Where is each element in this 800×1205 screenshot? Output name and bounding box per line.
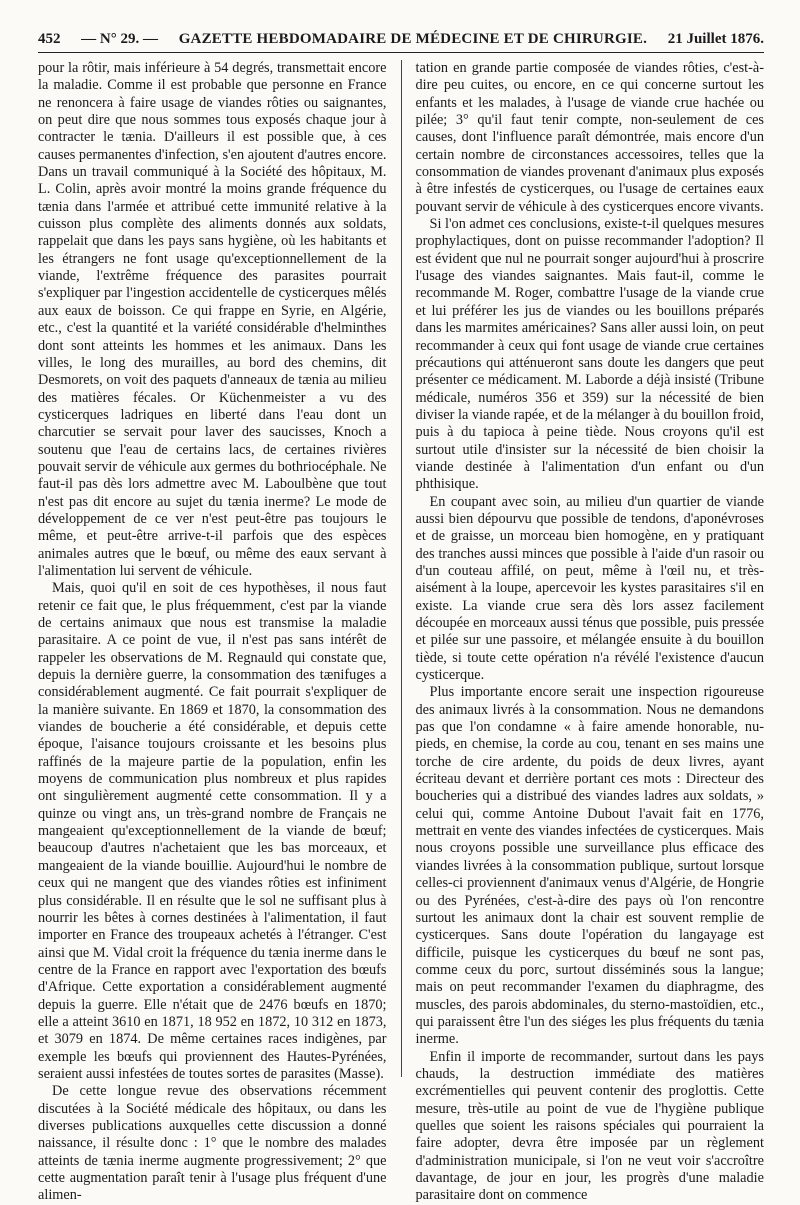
right-column: [401, 60, 765, 1204]
paragraph: De cette longue revue des observations récemment discutées à la Société médicale des hôpitaux, ou dans les diverses publications auxquelles cette discussion a donné naissance, il résulte donc : 1° que le nombre des malades atteints de tænia inerme augmente progressivement; 2° que cette augmentation paraît tenir à l'usage plus fréquent d'une alimen-: [38, 1083, 387, 1204]
left-column: [38, 60, 401, 1204]
paragraph: En coupant avec soin, au milieu d'un quartier de viande aussi bien dépourvu que possible de tendons, d'aponévroses et de graisse, un morceau bien homogène, en y pratiquant des tranches aussi minces que possible à l'aide d'un rasoir ou d'un couteau affilé, on peut, même à l'œil nu, et très-aisément à la loupe, apercevoir les kystes parasitaires s'il en existe. La viande crue sera dès lors assez facilement découpée en morceaux aussi ténus que possible, puis pressée et pilée sur une passoire, et mélangée ensuite à du bouillon tiède, si toute cette opération n'a révélé l'existence d'aucun cysticerque.: [415, 493, 764, 684]
paragraph: tation en grande partie composée de viandes rôties, c'est-à-dire peu cuites, ou encore, en ce qui concerne surtout les enfants et les malades, à l'usage de viande crue hachée ou pilée; 3° qu'il faut tenir compte, non-seulement de ces causes, dont l'influence paraît démontrée, mais encore d'un certain nombre de circonstances accessoires, telles que la consommation de viandes provenant d'animaux plus exposés à être infestés de cysticerques, ou l'usage de certaines eaux pouvant servir de véhicule à des cysticerques encore vivants.: [415, 60, 764, 215]
journal-title: GAZETTE HEBDOMADAIRE DE MÉDECINE ET DE CHIRURGIE.: [178, 30, 648, 47]
paragraph: pour la rôtir, mais inférieure à 54 degrés, transmettait encore la maladie. Comme il est probable que personne en France ne renoncera à faire usage de viandes rôties ou saignantes, on peut dire que nous sommes tous exposés chaque jour à contracter le tænia. D'ailleurs il est possible que, à ces causes permanentes d'infection, s'en ajoutent d'autres encore. Dans un travail communiqué à la Société des hôpitaux, M. L. Colin, après avoir montré la moins grande fréquence du tænia dans l'armée et attribué cette immunité relative à la cuisson plus complète des aliments donnés aux soldats, rappelait que dans les pays sans hygiène, où les habitants et les étrangers ne font usage qu'exceptionnellement de la viande, l'extrême fréquence des parasites pourrait s'expliquer par l'ingestion accidentelle de cysticerques mêlés aux eaux de boisson. Ce qui frappe en Syrie, en Algérie, etc., c'est la quantité et la variété considérable d'helminthes dont sont atteints les hommes et les animaux. Dans les villes, le long des murailles, au bord des chemins, dit Desmorets, on voit des paquets d'anneaux de tænia au milieu des matières fécales. Or Küchenmeister a vu des cysticerques ladriques en liberté dans l'eau dont un charcutier se servait pour laver des saucisses, Knoch a soutenu que l'eau de certains lacs, de certaines rivières pouvait servir de véhicule aux germes du bothriocéphale. Ne faut-il pas dès lors admettre avec M. Laboulbène que tout n'est pas dit encore au sujet du tænia inerme? Le mode de développement de ce ver n'est peut-être pas toujours le même, et peut-être arrive-t-il parfois que des espèces animales autres que le bœuf, ou même des eaux servant à l'alimentation lui servent de véhicule.: [38, 60, 387, 579]
page-number: 452: [38, 30, 61, 47]
text-columns: [38, 60, 765, 1204]
paragraph: Mais, quoi qu'il en soit de ces hypothèses, il nous faut retenir ce fait que, le plus fréquemment, c'est par la viande de certains animaux que nous est transmise la maladie parasitaire. A ce point de vue, il n'est pas sans intérêt de rappeler les observations de M. Regnauld qui constate que, depuis la dernière guerre, la consommation des tænifuges a considérablement augmenté. Ce fait pourrait s'expliquer de la manière suivante. En 1869 et 1870, la consommation des viandes de boucherie a été considérable, et depuis cette époque, l'aisance toujours croissante et les besoins plus raffinés de la majeure partie de la population, enfin les moyens de communication plus nombreux et plus rapides ont singulièrement augmenté cette consommation. Il y a quinze ou vingt ans, un très-grand nombre de Français ne mangeaient qu'exceptionnellement de la viande de bœuf; beaucoup d'autres n'achetaient que les bas morceaux, et mangeaient de la viande bouillie. Aujourd'hui le nombre de ceux qui ne mangent que des viandes rôties est infiniment plus considérable. Il en résulte que le sol ne suffisant plus à nourrir les bêtes à cornes destinées à l'alimentation, il faut importer en France des troupeaux achetés à l'étranger. C'est ainsi que M. Vidal croit la fréquence du tænia inerme dans le centre de la France en rapport avec l'exportation des bœufs d'Afrique. Cette exportation a considérablement augmenté depuis la guerre. Elle n'était que de 2476 bœufs en 1870; elle a atteint 3610 en 1871, 18 952 en 1872, 10 312 en 1873, et 3079 en 1874. De même certaines races indigènes, par exemple les bœufs qui proviennent des Hautes-Pyrénées, seraient aussi infestées de toutes sortes de parasites (Masse).: [38, 580, 387, 1082]
issue-date: 21 Juillet 1876.: [667, 30, 764, 47]
paragraph: Enfin il importe de recommander, surtout dans les pays chauds, la destruction immédiate des matières excrémentielles qui peuvent contenir des proglottis. Cette mesure, très-utile au point de vue de l'hygiène publique quelles que soient les raisons spéciales qui pourraient la faire adopter, devra être imposée par un règlement d'administration municipale, si l'on ne veut voir s'accroître davantage, de jour en jour, les progrès d'une maladie parasitaire dont on commence: [415, 1048, 764, 1204]
paragraph: Si l'on admet ces conclusions, existe-t-il quelques mesures prophylactiques, dont on puisse recommander l'adoption? Il est évident que nul ne pourrait songer aujourd'hui à proscrire l'usage des viandes saignantes. Mais faut-il, comme le recommande M. Roger, combattre l'usage de la viande crue et lui préférer les jus de viandes ou les bouillons préparés dans les marmites américaines? Sans aller aussi loin, on peut recommander à ceux qui font usage de viande crue certaines précautions qui atténueront sans doute les dangers que peut présenter ce médicament. M. Laborde a déjà insisté (Tribune médicale, numéros 356 et 359) sur la nécessité de bien diviser la viande rapée, et de la mélanger à du bouillon froid, puis à du tapioca à peine tiède. Nous croyons qu'il est surtout utile d'insister sur la nécessité de bien choisir la viande destinée à l'alimentation d'un enfant ou d'un phthisique.: [415, 216, 765, 493]
page-header: [38, 26, 764, 53]
issue-number: — N° 29. —: [81, 30, 159, 47]
paragraph: Plus importante encore serait une inspection rigoureuse des animaux livrés à la consommation. Nous ne demandons pas que l'on condamne « à faire amende honorable, nu-pieds, en chemise, la corde au cou, tenant en ses mains une torche de cire ardente, du poids de deux livres, ayant écriteau devant et derrière portant ces mots : Directeur des boucheries qui a distribué des viandes ladres aux soldats, » celui qui, comme Antoine Dubout l'avait fait en 1776, mettrait en vente des viandes infectées de cysticerques. Mais nous croyons possible une surveillance plus efficace des viandes livrées à la consommation publique, surtout lorsque celles-ci proviennent d'animaux venus d'Algérie, de Hongrie ou des Pyrénées, c'est-à-dire des pays où l'on rencontre surtout les animaux dont la chair est souvent remplie de cysticerques. Sans doute l'opération du langayage est difficile, puisque les cysticerques du bœuf ne sont pas, comme ceux du porc, surtout disséminés sous la langue; mais on peut recommander l'examen du diaphragme, des muscles, des parois abdominales, du sterno-mastoïdien, etc., qui paraissent être l'un des siéges les plus fréquents du tænia inerme.: [415, 684, 764, 1048]
